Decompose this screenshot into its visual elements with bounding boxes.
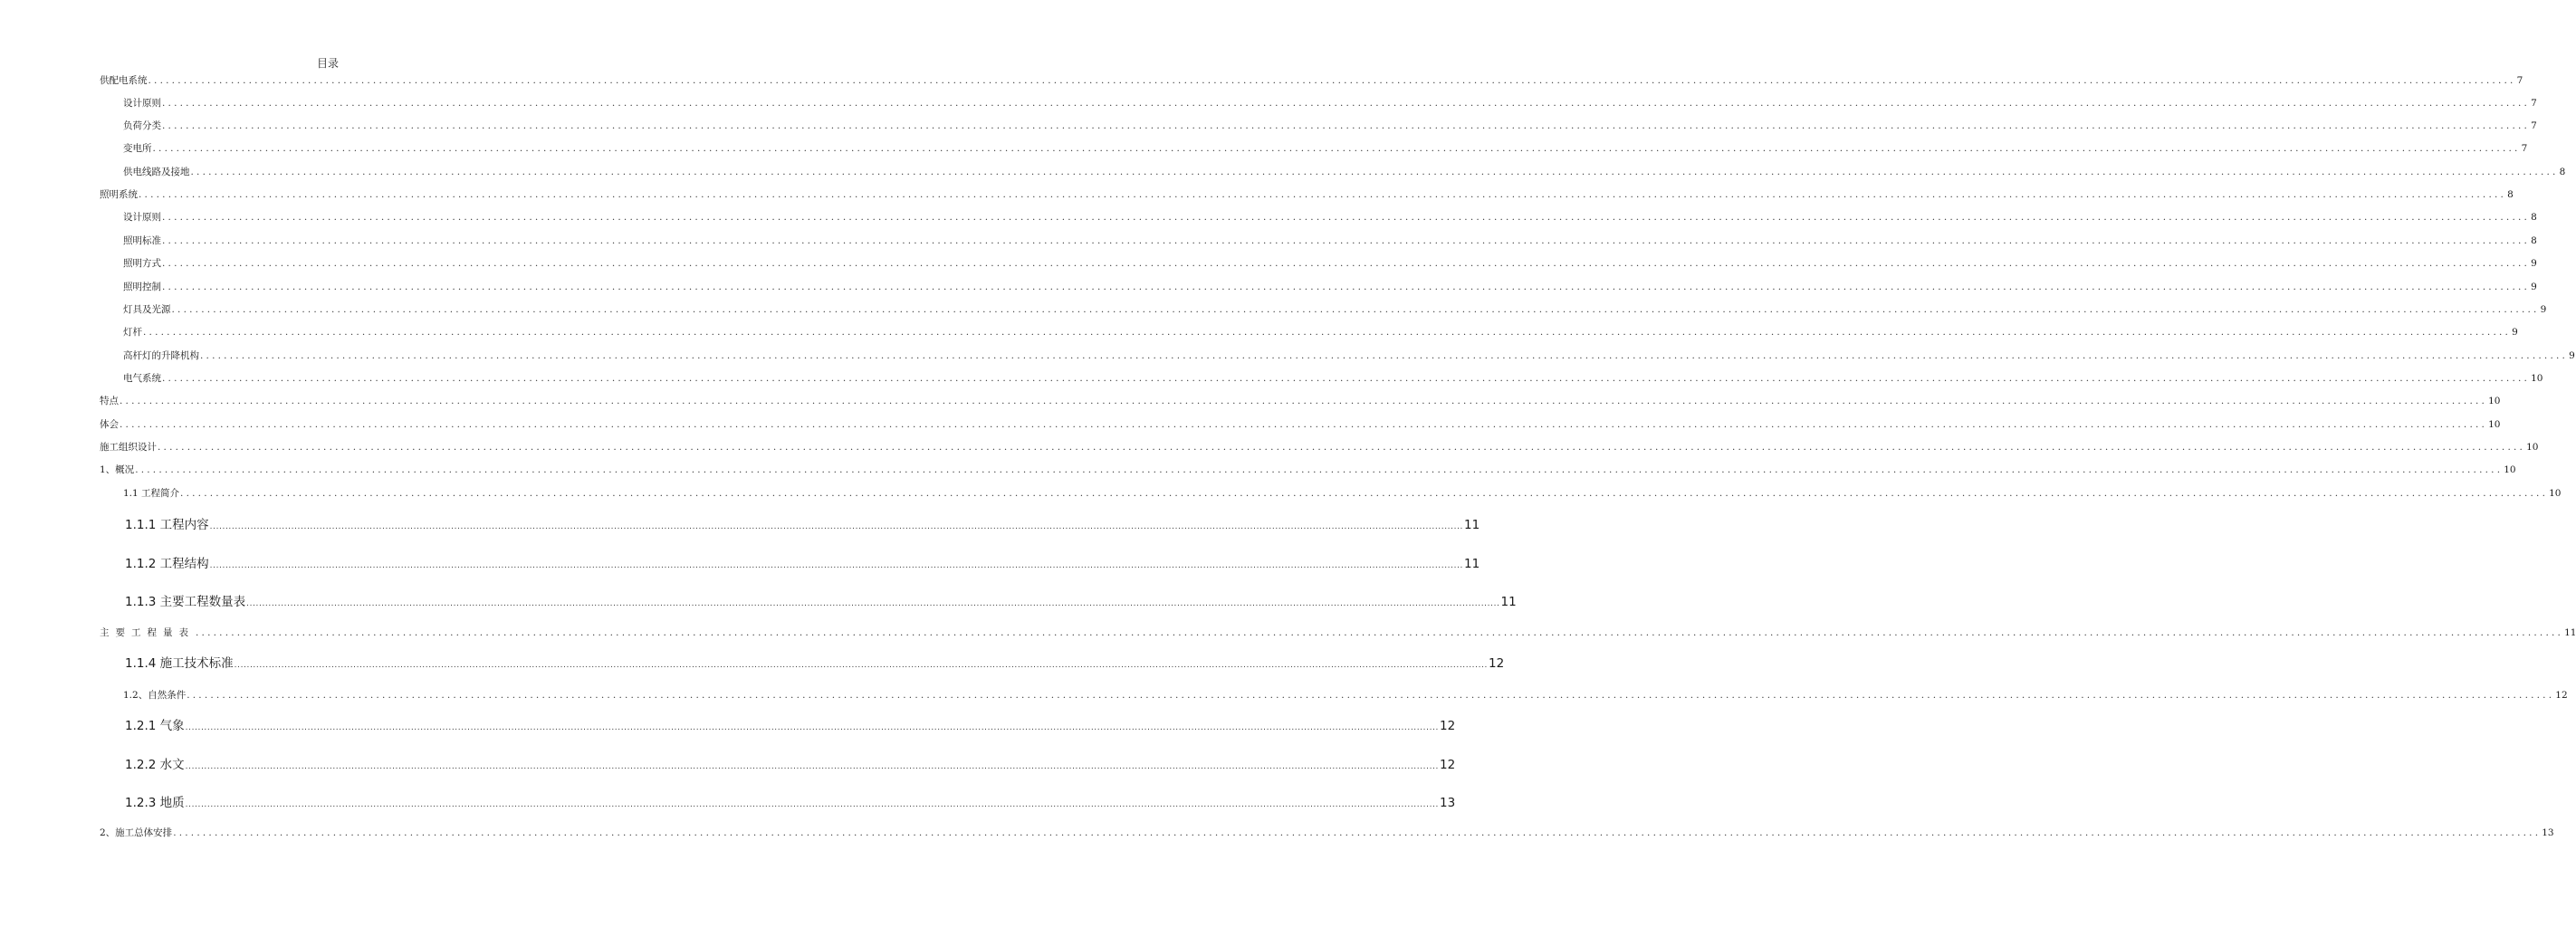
toc-entry[interactable] [100, 74, 2523, 87]
toc-entry-text: 供电线路及接地 [123, 167, 190, 177]
toc-entry-page: 8 [2559, 167, 2566, 177]
toc-entry[interactable] [125, 795, 1456, 813]
toc-entry-text: 1.2.3 地质 [125, 796, 185, 810]
toc-entry-page: 9 [2531, 258, 2537, 269]
toc-leader: ................................................................................................................................................................................................................................................................................................................................................................................................................ [187, 690, 2555, 701]
toc-entry[interactable] [123, 119, 2537, 132]
toc-entry-page: 8 [2531, 235, 2537, 246]
toc-entry-page: 12 [1440, 719, 1456, 733]
toc-entry-page: 9 [2512, 327, 2518, 338]
toc-entry-page: 9 [2531, 282, 2537, 292]
toc-entry-page: 13 [2542, 827, 2554, 838]
toc-leader: ................................................................................................................................................................................................................................................................................................................................................................................................................ [162, 120, 2531, 131]
toc-entry-text: 2、施工总体安排 [100, 827, 173, 838]
toc-entry[interactable] [125, 556, 1480, 574]
toc-entry-page: 11 [2564, 627, 2576, 638]
toc-entry-page: 12 [1489, 656, 1505, 671]
toc-entry[interactable] [100, 626, 2576, 639]
toc-entry-text: 1.1 工程简介 [123, 488, 180, 499]
toc-entry[interactable] [123, 281, 2537, 293]
toc-leader: ................................................................................................................................................................................................................................................................................................................................................................................................................ [162, 235, 2531, 246]
toc-title: 目录 [316, 57, 339, 70]
toc-entry-page: 10 [2549, 488, 2562, 499]
toc-entry[interactable] [123, 349, 2575, 362]
toc-leader: ................................................................................................................................................................................................................................................................................................................................................................................................................ [209, 522, 1463, 531]
toc-entry-text: 负荷分类 [123, 120, 161, 131]
toc-entry[interactable] [100, 418, 2501, 431]
toc-entry-page: 12 [2555, 690, 2568, 701]
toc-leader: ................................................................................................................................................................................................................................................................................................................................................................................................................ [162, 258, 2531, 269]
toc-leader: ................................................................................................................................................................................................................................................................................................................................................................................................................ [246, 599, 1500, 608]
toc-entry-text: 电气系统 [123, 373, 161, 384]
toc-entry-text: 特点 [100, 396, 119, 406]
toc-entry[interactable] [100, 395, 2501, 407]
toc-entry-text: 体会 [100, 419, 119, 430]
toc-leader: ................................................................................................................................................................................................................................................................................................................................................................................................................ [120, 419, 2488, 430]
toc-leader: ................................................................................................................................................................................................................................................................................................................................................................................................................ [234, 661, 1488, 670]
toc-entry-text: 照明控制 [123, 282, 161, 292]
toc-entry-text: 1.1.4 施工技术标准 [125, 656, 234, 671]
toc-entry-text: 1、概况 [100, 464, 135, 475]
toc-leader: ................................................................................................................................................................................................................................................................................................................................................................................................................ [143, 327, 2512, 338]
toc-entry-page: 11 [1500, 595, 1517, 609]
toc-entry[interactable] [125, 757, 1456, 775]
toc-entry-text: 1.1.1 工程内容 [125, 518, 209, 532]
toc-entry-page: 10 [2526, 442, 2539, 453]
toc-entry[interactable] [123, 257, 2537, 270]
toc-entry-page: 10 [2504, 464, 2516, 475]
toc-entry-text: 1.2、自然条件 [123, 690, 187, 701]
toc-entry-page: 10 [2488, 419, 2501, 430]
toc-entry-page: 7 [2531, 98, 2537, 109]
toc-entry-text: 变电所 [123, 143, 152, 154]
toc-leader: ................................................................................................................................................................................................................................................................................................................................................................................................................ [162, 282, 2531, 292]
toc-entry-text: 照明标准 [123, 235, 161, 246]
toc-entry-text: 1.1.2 工程结构 [125, 557, 209, 571]
toc-leader: ................................................................................................................................................................................................................................................................................................................................................................................................................ [162, 373, 2531, 384]
toc-entry-page: 9 [2569, 350, 2575, 361]
toc-entry[interactable] [100, 441, 2539, 454]
toc-entry-page: 11 [1464, 518, 1480, 532]
toc-leader: ................................................................................................................................................................................................................................................................................................................................................................................................................ [200, 350, 2569, 361]
toc-entry-page: 12 [1440, 758, 1456, 772]
toc-entry[interactable] [100, 464, 2516, 476]
toc-entry-page: 11 [1464, 557, 1480, 571]
toc-entry-page: 10 [2531, 373, 2543, 384]
toc-entry[interactable] [125, 594, 1517, 612]
toc-leader: ................................................................................................................................................................................................................................................................................................................................................................................................................ [196, 627, 2564, 638]
toc-entry[interactable] [123, 142, 2528, 155]
toc-entry-page: 7 [2521, 143, 2528, 154]
toc-entry[interactable] [125, 718, 1456, 736]
toc-leader: ................................................................................................................................................................................................................................................................................................................................................................................................................ [162, 98, 2531, 109]
toc-entry[interactable] [125, 517, 1480, 535]
toc-leader: ................................................................................................................................................................................................................................................................................................................................................................................................................ [135, 464, 2504, 475]
toc-leader: ................................................................................................................................................................................................................................................................................................................................................................................................................ [185, 762, 1439, 771]
toc-entry-page: 8 [2531, 212, 2537, 223]
toc-leader: ................................................................................................................................................................................................................................................................................................................................................................................................................ [173, 827, 2542, 838]
toc-entry[interactable] [123, 487, 2562, 500]
toc-entry[interactable] [123, 97, 2537, 110]
toc-leader: ................................................................................................................................................................................................................................................................................................................................................................................................................ [120, 396, 2488, 406]
toc-entry-page: 9 [2540, 304, 2547, 315]
toc-entry-text: 照明方式 [123, 258, 161, 269]
toc-entry-text: 设计原则 [123, 98, 161, 109]
toc-entry[interactable] [123, 689, 2568, 702]
toc-entry[interactable] [123, 303, 2547, 316]
toc-entry-text: 照明系统 [100, 189, 138, 200]
toc-entry-text: 1.2.2 水文 [125, 758, 185, 772]
toc-entry-page: 8 [2507, 189, 2514, 200]
toc-leader: ................................................................................................................................................................................................................................................................................................................................................................................................................ [171, 304, 2540, 315]
toc-entry[interactable] [125, 655, 1505, 674]
toc-leader: ................................................................................................................................................................................................................................................................................................................................................................................................................ [148, 75, 2516, 86]
toc-entry-text: 灯具及光源 [123, 304, 171, 315]
toc-entry-page: 10 [2488, 396, 2501, 406]
toc-entry-text: 供配电系统 [100, 75, 148, 86]
toc-leader: ................................................................................................................................................................................................................................................................................................................................................................................................................ [162, 212, 2531, 223]
toc-entry-text: 高杆灯的升降机构 [123, 350, 199, 361]
toc-entry[interactable] [123, 234, 2537, 247]
toc-leader: ................................................................................................................................................................................................................................................................................................................................................................................................................ [139, 189, 2507, 200]
toc-leader: ................................................................................................................................................................................................................................................................................................................................................................................................................ [185, 723, 1439, 732]
toc-entry[interactable] [100, 188, 2514, 201]
toc-entry[interactable] [123, 372, 2543, 385]
toc-leader: ................................................................................................................................................................................................................................................................................................................................................................................................................ [180, 488, 2549, 499]
toc-leader: ................................................................................................................................................................................................................................................................................................................................................................................................................ [158, 442, 2526, 453]
toc-entry[interactable] [123, 166, 2566, 178]
toc-leader: ................................................................................................................................................................................................................................................................................................................................................................................................................ [190, 167, 2559, 177]
toc-entry-text: 灯杆 [123, 327, 142, 338]
toc-entry-page: 7 [2516, 75, 2523, 86]
toc-leader: ................................................................................................................................................................................................................................................................................................................................................................................................................ [152, 143, 2521, 154]
toc-entry[interactable] [123, 326, 2518, 339]
toc-entry-text: 1.2.1 气象 [125, 719, 185, 733]
toc-entry-page: 13 [1440, 796, 1456, 810]
toc-entry[interactable] [123, 211, 2537, 224]
toc-entry[interactable] [100, 827, 2554, 839]
toc-entry-text: 主要工程量表 [100, 627, 195, 638]
toc-entry-page: 7 [2531, 120, 2537, 131]
toc-entry-text: 设计原则 [123, 212, 161, 223]
toc-leader: ................................................................................................................................................................................................................................................................................................................................................................................................................ [185, 800, 1439, 809]
toc-entry-text: 施工组织设计 [100, 442, 157, 453]
toc-entry-text: 1.1.3 主要工程数量表 [125, 595, 246, 609]
toc-leader: ................................................................................................................................................................................................................................................................................................................................................................................................................ [209, 561, 1463, 570]
